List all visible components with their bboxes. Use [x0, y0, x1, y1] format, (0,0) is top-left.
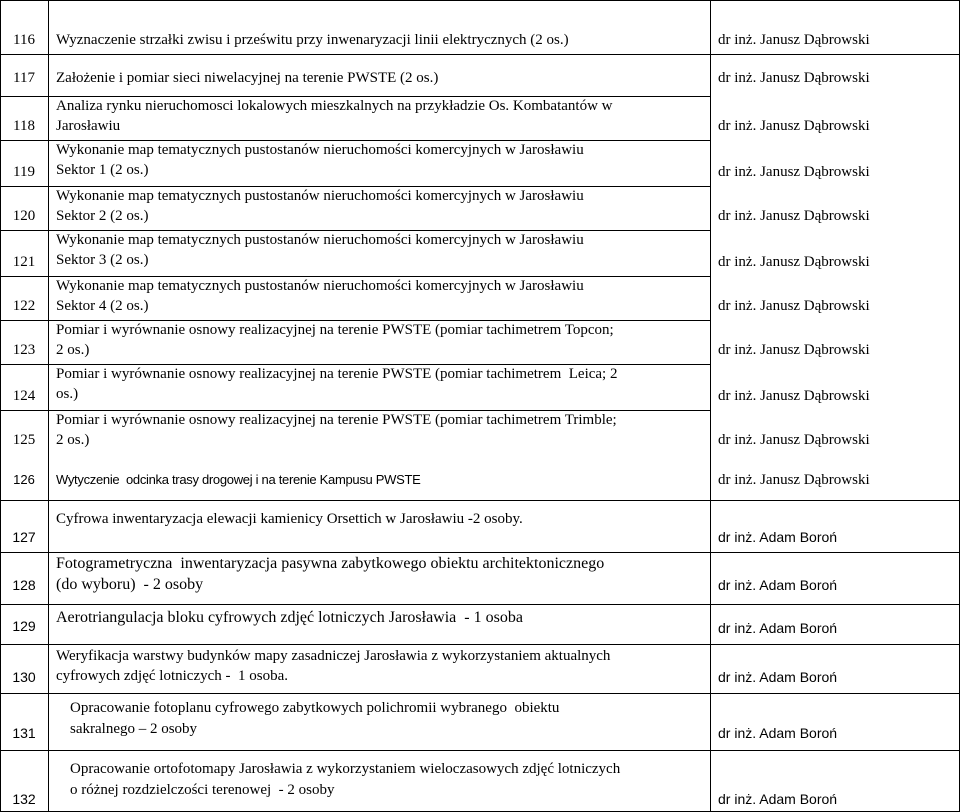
topic-title: Weryfikacja warstwy budynków mapy zasadniczej Jarosławia z wykorzystaniem aktualnych cyfrowych zdjęć lotniczych - 1 osoba. — [56, 648, 611, 684]
supervisor-name: dr inż. Adam Boroń — [718, 725, 838, 741]
row-number: 118 — [13, 118, 35, 134]
supervisor-name: dr inż. Janusz Dąbrowski — [718, 164, 870, 180]
topic-title: Wykonanie map tematycznych pustostanów nieruchomości komercyjnych w Jarosławiu Sektor 2 (2 os.) — [56, 188, 584, 224]
topic-title: Wykonanie map tematycznych pustostanów nieruchomości komercyjnych w Jarosławiu Sektor 4 (2 os.) — [56, 278, 584, 314]
topic-title: Założenie i pomiar sieci niwelacyjnej na terenie PWSTE (2 os.) — [56, 70, 439, 86]
topic-title: Pomiar i wyrównanie osnowy realizacyjnej na terenie PWSTE (pomiar tachimetrem Trimble; 2 os.) — [56, 412, 617, 448]
table-row — [0, 230, 960, 276]
supervisor-name: dr inż. Janusz Dąbrowski — [718, 432, 870, 448]
topic-title: Analiza rynku nieruchomosci lokalowych mieszkalnych na przykładzie Os. Kombatantów w Jarosławiu — [56, 98, 613, 134]
topic-title: Wyznaczenie strzałki zwisu i prześwitu przy inwenaryzacji linii elektrycznych (2 os.) — [56, 32, 569, 48]
row-number: 117 — [13, 70, 35, 86]
table-row — [0, 0, 960, 54]
row-number: 116 — [13, 32, 35, 48]
table-row — [0, 364, 960, 410]
topic-title: Wytyczenie odcinka trasy drogowej i na terenie Kampusu PWSTE — [56, 472, 421, 487]
row-number: 121 — [12, 254, 36, 270]
supervisor-name: dr inż. Adam Boroń — [718, 529, 838, 545]
row-number: 129 — [12, 618, 36, 634]
row-number: 122 — [12, 298, 36, 314]
row-number: 119 — [13, 164, 35, 180]
row-number: 132 — [12, 791, 36, 807]
topic-title: Pomiar i wyrównanie osnowy realizacyjnej na terenie PWSTE (pomiar tachimetrem Topcon; 2 os.) — [56, 322, 614, 358]
table-row — [0, 186, 960, 230]
table-row — [0, 644, 960, 693]
topic-title: Fotogrametryczna inwentaryzacja pasywna zabytkowego obiektu architektonicznego (do wyboru) - 2 osoby — [56, 555, 605, 593]
topic-title: Pomiar i wyrównanie osnowy realizacyjnej na terenie PWSTE (pomiar tachimetrem Leica; 2 os.) — [56, 366, 618, 402]
supervisor-name: dr inż. Adam Boroń — [718, 577, 838, 593]
row-number: 124 — [12, 388, 36, 404]
supervisor-name: dr inż. Janusz Dąbrowski — [718, 298, 870, 314]
supervisor-name: dr inż. Janusz Dąbrowski — [718, 32, 870, 48]
table-row — [0, 500, 960, 552]
row-number: 126 — [13, 472, 35, 487]
table-row — [0, 54, 960, 96]
topic-title: Wykonanie map tematycznych pustostanów nieruchomości komercyjnych w Jarosławiu Sektor 1 (2 os.) — [56, 142, 584, 178]
supervisor-name: dr inż. Janusz Dąbrowski — [718, 472, 870, 488]
table-row — [0, 320, 960, 364]
supervisor-name: dr inż. Janusz Dąbrowski — [718, 388, 870, 404]
row-number: 127 — [12, 529, 36, 545]
table-row — [0, 604, 960, 644]
table-row — [0, 750, 960, 812]
topic-title: Cyfrowa inwentaryzacja elewacji kamienicy Orsettich w Jarosławiu -2 osoby. — [56, 511, 523, 527]
row-number: 130 — [12, 669, 36, 685]
supervisor-name: dr inż. Janusz Dąbrowski — [718, 342, 870, 358]
topic-title: Opracowanie ortofotomapy Jarosławia z wykorzystaniem wieloczasowych zdjęć lotniczych o różnej rozdzielczości terenowej - 2 osoby — [70, 761, 621, 798]
topic-title: Opracowanie fotoplanu cyfrowego zabytkowych polichromii wybranego obiektu sakralnego – 2 osoby — [70, 700, 560, 737]
supervisor-name: dr inż. Adam Boroń — [718, 669, 838, 685]
topic-title: Aerotriangulacja bloku cyfrowych zdjęć lotniczych Jarosławia - 1 osoba — [56, 609, 523, 626]
row-number: 128 — [12, 577, 36, 593]
table-row — [0, 276, 960, 320]
supervisor-name: dr inż. Janusz Dąbrowski — [718, 254, 870, 270]
table-row — [0, 96, 960, 140]
supervisor-name: dr inż. Janusz Dąbrowski — [718, 70, 870, 86]
row-number: 125 — [12, 432, 36, 448]
supervisor-name: dr inż. Janusz Dąbrowski — [718, 118, 870, 134]
table-row — [0, 140, 960, 186]
supervisor-name: dr inż. Janusz Dąbrowski — [718, 208, 870, 224]
table-row — [0, 693, 960, 750]
table-row — [0, 552, 960, 604]
supervisor-name: dr inż. Adam Boroń — [718, 620, 838, 636]
row-number: 123 — [12, 342, 36, 358]
row-number: 131 — [12, 725, 36, 741]
topic-title: Wykonanie map tematycznych pustostanów nieruchomości komercyjnych w Jarosławiu Sektor 3 (2 os.) — [56, 232, 584, 268]
row-number: 120 — [12, 208, 36, 224]
supervisor-name: dr inż. Adam Boroń — [718, 791, 838, 807]
